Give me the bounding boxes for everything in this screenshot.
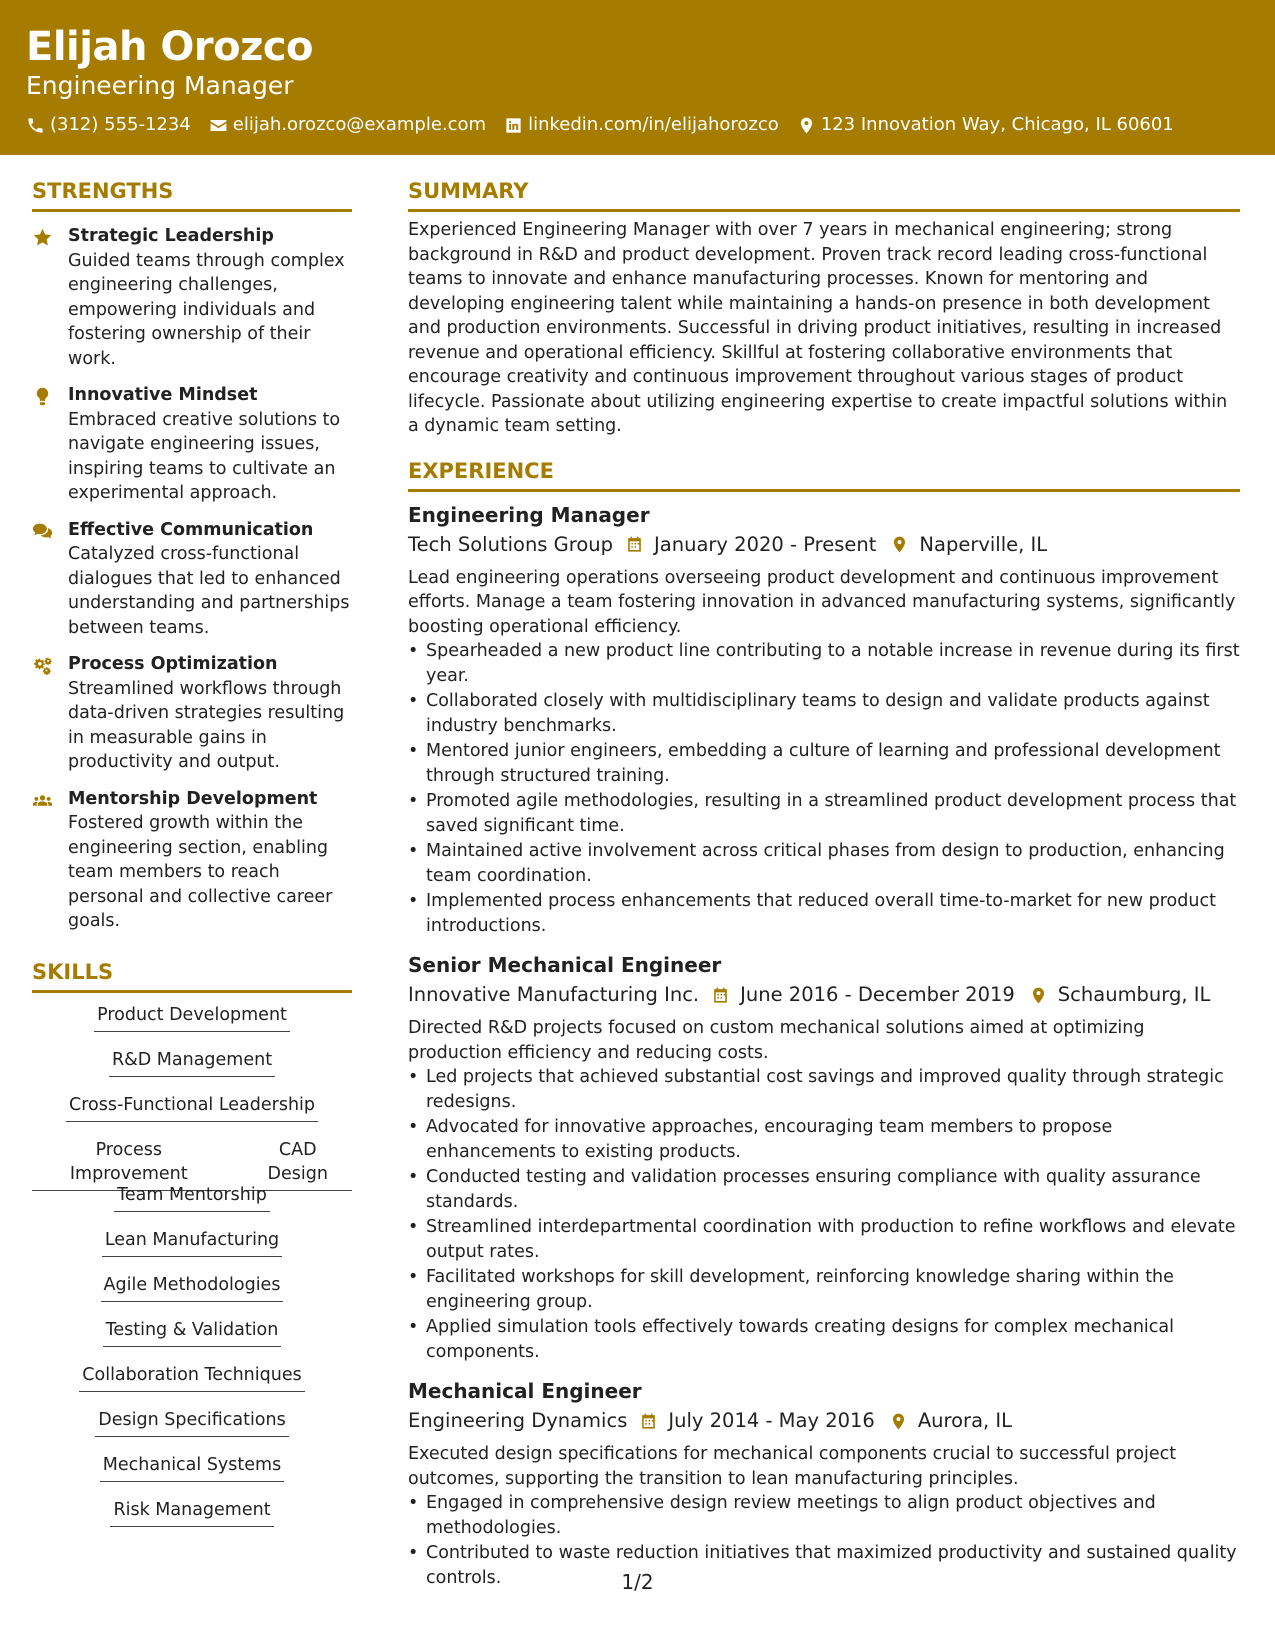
bullet-item: • Facilitated workshops for skill development, reinforcing knowledge sharing within the engineering group. — [408, 1265, 1240, 1314]
bullet-item: • Mentored junior engineers, embedding a culture of learning and professional development through structured training. — [408, 739, 1240, 788]
job-dates: July 2014 - May 2016 — [668, 1409, 875, 1432]
summary-heading: SUMMARY — [408, 175, 1240, 212]
bullet-item: • Spearheaded a new product line contributing to a notable increase in revenue during its first year. — [408, 639, 1240, 688]
job-entry — [408, 500, 1240, 939]
skill-tag: CAD Design — [244, 1138, 352, 1191]
strength-item — [32, 224, 352, 371]
job-meta — [408, 1406, 1240, 1436]
job-company: Engineering Dynamics — [408, 1409, 628, 1432]
strength-desc: Embraced creative solutions to navigate engineering issues, inspiring teams to cultivate an experimental approach. — [68, 409, 341, 503]
summary-text: Experienced Engineering Manager with over 7 years in mechanical engineering; strong background in R&D and product development. Proven track record leading cross-functional teams to innovate and enhance manufacturing processes. Known for mentoring and developing engineering talent while maintaining a hands-on presence in both development and production environments. Successful in driving product initiatives, resulting in increased revenue and operational efficiency. Skillful at fostering collaborative environments that encourage creativity and continuous improvement throughout various stages of product lifecycle. Passionate about utilizing engineering expertise to create impactful solutions within a dynamic team setting. — [408, 220, 1228, 436]
bullet-item: • Conducted testing and validation processes ensuring compliance with quality assurance standards. — [408, 1165, 1240, 1214]
email-text[interactable]: elijah.orozco@example.com — [232, 114, 487, 135]
bullet-item: • Engaged in comprehensive design review meetings to align product objectives and methodologies. — [408, 1491, 1240, 1540]
calendar-icon — [711, 986, 730, 1005]
candidate-title: Engineering Manager — [26, 71, 294, 100]
strength-item — [32, 652, 352, 775]
job-title: Senior Mechanical Engineer — [408, 953, 722, 977]
skill-tag: Lean Manufacturing — [102, 1228, 282, 1257]
job-location: Schaumburg, IL — [1057, 983, 1211, 1006]
skill-tag: Testing & Validation — [103, 1318, 282, 1347]
job-company: Tech Solutions Group — [408, 532, 614, 556]
skill-tag: Product Development — [94, 1003, 290, 1032]
job-entry — [408, 1376, 1240, 1590]
gears-icon — [32, 655, 53, 676]
right-column — [408, 175, 1240, 1591]
job-description: Directed R&D projects focused on custom mechanical solutions aimed at optimizing production efficiency and reducing costs. — [408, 1018, 1145, 1063]
map-marker-icon — [797, 116, 816, 135]
strength-desc: Guided teams through complex engineering challenges, empowering individuals and fostering ownership of their work. — [68, 250, 345, 369]
bullet-item: • Implemented process enhancements that reduced overall time-to-market for new product introductions. — [408, 889, 1240, 938]
strength-name: Effective Communication — [68, 519, 314, 540]
contact-linkedin[interactable] — [504, 114, 779, 136]
map-marker-icon — [1029, 986, 1048, 1005]
skills-list — [32, 1003, 352, 1543]
skill-tag: Team Mentorship — [114, 1183, 270, 1212]
strength-name: Mentorship Development — [68, 788, 318, 809]
job-bullets — [408, 639, 1240, 938]
map-marker-icon — [890, 535, 909, 554]
experience-heading: EXPERIENCE — [408, 455, 1240, 492]
job-entry — [408, 950, 1240, 1364]
page-number: 1/2 — [621, 1570, 654, 1594]
strength-desc: Streamlined workflows through data-driven strategies resulting in measurable gains in productivity and output. — [68, 678, 345, 772]
skill-tag: R&D Management — [109, 1048, 275, 1077]
comments-icon — [32, 521, 53, 542]
skill-tag: Design Specifications — [95, 1408, 288, 1437]
strength-item — [32, 518, 352, 641]
phone-text: (312) 555-1234 — [50, 114, 191, 135]
left-column — [32, 175, 352, 1543]
bullet-item: • Collaborated closely with multidisciplinary teams to design and validate products against industry benchmarks. — [408, 689, 1240, 738]
job-dates: January 2020 - Present — [654, 532, 877, 556]
job-description: Executed design specifications for mechanical components crucial to successful project outcomes, supporting the transition to lean manufacturing principles. — [408, 1444, 1177, 1489]
bullet-item: • Advocated for innovative approaches, encouraging team members to propose enhancements to existing products. — [408, 1115, 1240, 1164]
skill-tag: Agile Methodologies — [101, 1273, 284, 1302]
job-bullets — [408, 1065, 1240, 1364]
users-icon — [32, 790, 53, 811]
linkedin-icon — [504, 116, 523, 135]
job-meta — [408, 530, 1240, 560]
job-location: Naperville, IL — [919, 532, 1048, 556]
lightbulb-icon — [32, 386, 53, 407]
star-icon — [32, 227, 53, 248]
contact-phone — [26, 114, 191, 136]
job-location: Aurora, IL — [917, 1409, 1013, 1432]
strengths-heading: STRENGTHS — [32, 175, 352, 212]
bullet-item: • Streamlined interdepartmental coordination with production to refine workflows and elevate output rates. — [408, 1215, 1240, 1264]
resume-header — [0, 0, 1275, 155]
job-dates: June 2016 - December 2019 — [740, 983, 1015, 1006]
linkedin-text[interactable]: linkedin.com/in/elijahorozco — [528, 114, 779, 135]
strength-name: Innovative Mindset — [68, 385, 258, 405]
bullet-item: • Promoted agile methodologies, resulting in a streamlined product development process that saved significant time. — [408, 789, 1240, 838]
strength-desc: Catalyzed cross-functional dialogues that led to enhanced understanding and partnerships between teams. — [68, 544, 350, 638]
bullet-item: • Contributed to waste reduction initiatives that maximized productivity and sustained quality controls. — [408, 1541, 1240, 1590]
address-text: 123 Innovation Way, Chicago, IL 60601 — [820, 114, 1174, 135]
phone-icon — [26, 116, 45, 135]
contact-address — [797, 114, 1174, 136]
skill-tag: Collaboration Techniques — [79, 1363, 304, 1392]
job-description: Lead engineering operations overseeing product development and continuous improvement efforts. Manage a team fostering innovation in advanced manufacturing systems, significantly boosting operational efficiency. — [408, 567, 1236, 637]
contact-email[interactable] — [209, 114, 486, 136]
bullet-item: • Maintained active involvement across critical phases from design to production, enhancing team coordination. — [408, 839, 1240, 888]
skill-tag: Process Improvement — [32, 1138, 226, 1191]
strength-item — [32, 787, 352, 934]
calendar-icon — [625, 535, 644, 554]
calendar-icon — [639, 1412, 658, 1431]
skill-tag: Mechanical Systems — [100, 1453, 284, 1482]
envelope-icon — [209, 116, 228, 135]
skills-heading: SKILLS — [32, 956, 352, 993]
bullet-item: • Applied simulation tools effectively towards creating designs for complex mechanical components. — [408, 1315, 1240, 1364]
skill-tag: Cross-Functional Leadership — [66, 1093, 318, 1122]
strength-name: Process Optimization — [68, 654, 278, 674]
contact-bar — [26, 114, 1249, 136]
skill-tag: Risk Management — [110, 1498, 273, 1527]
candidate-name: Elijah Orozco — [26, 24, 314, 70]
job-company: Innovative Manufacturing Inc. — [408, 983, 700, 1006]
bullet-item: • Led projects that achieved substantial cost savings and improved quality through strategic redesigns. — [408, 1065, 1240, 1114]
job-meta — [408, 980, 1240, 1010]
map-marker-icon — [889, 1412, 908, 1431]
strength-item — [32, 383, 352, 506]
strength-name: Strategic Leadership — [68, 226, 274, 246]
job-title: Mechanical Engineer — [408, 1379, 642, 1403]
strength-desc: Fostered growth within the engineering section, enabling team members to reach personal and collective career goals. — [68, 813, 333, 931]
job-title: Engineering Manager — [408, 502, 650, 527]
